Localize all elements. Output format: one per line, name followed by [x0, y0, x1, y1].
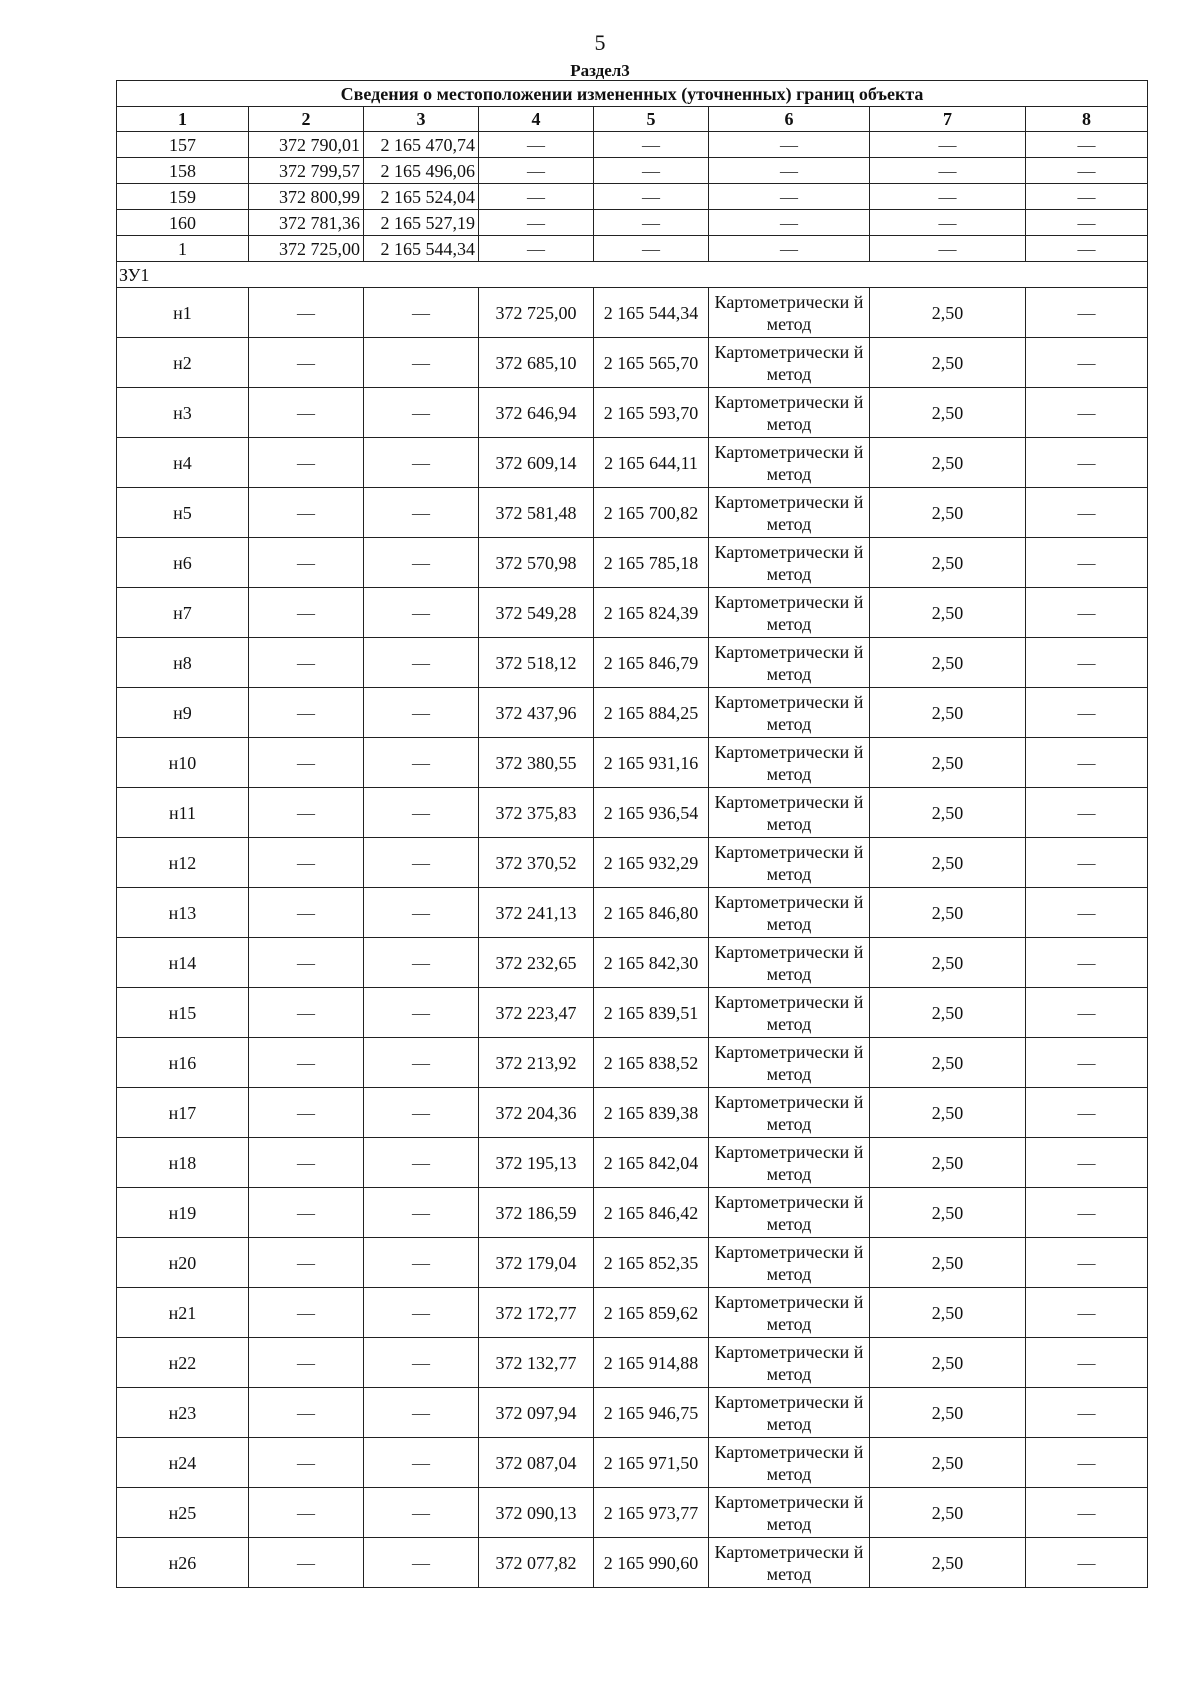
dash-cell: — — [249, 838, 364, 888]
new-x-coordinate: 372 375,83 — [479, 788, 594, 838]
dash-cell: — — [1026, 488, 1148, 538]
table-row — [117, 184, 1148, 210]
dash-cell: — — [364, 1188, 479, 1238]
precision-cell: 2,50 — [870, 538, 1026, 588]
precision-cell: 2,50 — [870, 1438, 1026, 1488]
new-x-coordinate: 372 646,94 — [479, 388, 594, 438]
new-x-coordinate: 372 097,94 — [479, 1388, 594, 1438]
dash-cell: — — [1026, 338, 1148, 388]
new-x-coordinate: 372 609,14 — [479, 438, 594, 488]
table-row — [117, 988, 1148, 1038]
table-row — [117, 1038, 1148, 1088]
new-y-coordinate: 2 165 839,51 — [594, 988, 709, 1038]
point-number: н24 — [117, 1438, 249, 1488]
dash-cell: — — [1026, 236, 1148, 262]
method-cell: Картометрически й метод — [709, 938, 870, 988]
dash-cell: — — [364, 838, 479, 888]
dash-cell: — — [1026, 988, 1148, 1038]
new-x-coordinate: 372 725,00 — [479, 288, 594, 338]
precision-cell: 2,50 — [870, 1488, 1026, 1538]
existing-x-coordinate: 372 781,36 — [249, 210, 364, 236]
dash-cell: — — [709, 132, 870, 158]
dash-cell: — — [479, 158, 594, 184]
point-number: н8 — [117, 638, 249, 688]
method-cell: Картометрически й метод — [709, 588, 870, 638]
new-x-coordinate: 372 087,04 — [479, 1438, 594, 1488]
page-number: 5 — [594, 30, 606, 55]
new-y-coordinate: 2 165 990,60 — [594, 1538, 709, 1588]
column-number-3: 3 — [364, 107, 479, 132]
dash-cell: — — [249, 988, 364, 1038]
precision-cell: 2,50 — [870, 638, 1026, 688]
dash-cell: — — [1026, 288, 1148, 338]
table-row — [117, 288, 1148, 338]
new-y-coordinate: 2 165 914,88 — [594, 1338, 709, 1388]
dash-cell: — — [1026, 538, 1148, 588]
column-number-row — [117, 107, 1148, 132]
group-row — [117, 262, 1148, 288]
new-x-coordinate: 372 437,96 — [479, 688, 594, 738]
dash-cell: — — [709, 236, 870, 262]
dash-cell: — — [1026, 688, 1148, 738]
dash-cell: — — [1026, 158, 1148, 184]
existing-x-coordinate: 372 725,00 — [249, 236, 364, 262]
method-cell: Картометрически й метод — [709, 1288, 870, 1338]
dash-cell: — — [594, 158, 709, 184]
new-x-coordinate: 372 518,12 — [479, 638, 594, 688]
new-x-coordinate: 372 570,98 — [479, 538, 594, 588]
new-y-coordinate: 2 165 932,29 — [594, 838, 709, 888]
dash-cell: — — [364, 488, 479, 538]
dash-cell: — — [364, 788, 479, 838]
existing-y-coordinate: 2 165 496,06 — [364, 158, 479, 184]
table-row — [117, 1288, 1148, 1338]
dash-cell: — — [1026, 1488, 1148, 1538]
dash-cell: — — [709, 184, 870, 210]
dash-cell: — — [364, 688, 479, 738]
table-row — [117, 888, 1148, 938]
table-row — [117, 1488, 1148, 1538]
new-x-coordinate: 372 077,82 — [479, 1538, 594, 1588]
method-cell: Картометрически й метод — [709, 388, 870, 438]
dash-cell: — — [249, 1288, 364, 1338]
point-number: н21 — [117, 1288, 249, 1338]
table-row — [117, 1538, 1148, 1588]
precision-cell: 2,50 — [870, 988, 1026, 1038]
dash-cell: — — [1026, 1138, 1148, 1188]
point-number: н7 — [117, 588, 249, 638]
dash-cell: — — [364, 588, 479, 638]
dash-cell: — — [364, 538, 479, 588]
dash-cell: — — [364, 1538, 479, 1588]
point-number: н3 — [117, 388, 249, 438]
dash-cell: — — [870, 132, 1026, 158]
dash-cell: — — [249, 1038, 364, 1088]
dash-cell: — — [364, 1038, 479, 1088]
point-number: н18 — [117, 1138, 249, 1188]
table-row — [117, 1088, 1148, 1138]
dash-cell: — — [1026, 388, 1148, 438]
point-number: н14 — [117, 938, 249, 988]
point-number: н25 — [117, 1488, 249, 1538]
new-x-coordinate: 372 232,65 — [479, 938, 594, 988]
new-y-coordinate: 2 165 785,18 — [594, 538, 709, 588]
dash-cell: — — [249, 788, 364, 838]
precision-cell: 2,50 — [870, 1138, 1026, 1188]
precision-cell: 2,50 — [870, 738, 1026, 788]
table-row — [117, 158, 1148, 184]
precision-cell: 2,50 — [870, 1538, 1026, 1588]
dash-cell: — — [1026, 1338, 1148, 1388]
dash-cell: — — [364, 338, 479, 388]
point-number: н1 — [117, 288, 249, 338]
dash-cell: — — [1026, 738, 1148, 788]
precision-cell: 2,50 — [870, 888, 1026, 938]
precision-cell: 2,50 — [870, 838, 1026, 888]
column-number-2: 2 — [249, 107, 364, 132]
method-cell: Картометрически й метод — [709, 338, 870, 388]
method-cell: Картометрически й метод — [709, 288, 870, 338]
dash-cell: — — [249, 938, 364, 988]
existing-y-coordinate: 2 165 470,74 — [364, 132, 479, 158]
dash-cell: — — [364, 1138, 479, 1188]
point-number: 159 — [117, 184, 249, 210]
dash-cell: — — [479, 184, 594, 210]
dash-cell: — — [870, 210, 1026, 236]
method-cell: Картометрически й метод — [709, 788, 870, 838]
new-y-coordinate: 2 165 838,52 — [594, 1038, 709, 1088]
dash-cell: — — [1026, 1088, 1148, 1138]
new-y-coordinate: 2 165 846,80 — [594, 888, 709, 938]
method-cell: Картометрически й метод — [709, 1138, 870, 1188]
new-x-coordinate: 372 581,48 — [479, 488, 594, 538]
new-y-coordinate: 2 165 936,54 — [594, 788, 709, 838]
dash-cell: — — [364, 888, 479, 938]
dash-cell: — — [1026, 1188, 1148, 1238]
table-row — [117, 1138, 1148, 1188]
dash-cell: — — [594, 210, 709, 236]
dash-cell: — — [1026, 938, 1148, 988]
new-x-coordinate: 372 179,04 — [479, 1238, 594, 1288]
new-y-coordinate: 2 165 824,39 — [594, 588, 709, 638]
table-row — [117, 588, 1148, 638]
precision-cell: 2,50 — [870, 938, 1026, 988]
point-number: 158 — [117, 158, 249, 184]
dash-cell: — — [249, 488, 364, 538]
dash-cell: — — [870, 158, 1026, 184]
dash-cell: — — [594, 132, 709, 158]
new-y-coordinate: 2 165 842,04 — [594, 1138, 709, 1188]
precision-cell: 2,50 — [870, 1388, 1026, 1438]
dash-cell: — — [1026, 1538, 1148, 1588]
new-y-coordinate: 2 165 946,75 — [594, 1388, 709, 1438]
method-cell: Картометрически й метод — [709, 1538, 870, 1588]
new-y-coordinate: 2 165 700,82 — [594, 488, 709, 538]
new-y-coordinate: 2 165 931,16 — [594, 738, 709, 788]
new-x-coordinate: 372 132,77 — [479, 1338, 594, 1388]
table-row — [117, 488, 1148, 538]
new-x-coordinate: 372 241,13 — [479, 888, 594, 938]
precision-cell: 2,50 — [870, 1338, 1026, 1388]
method-cell: Картометрически й метод — [709, 988, 870, 1038]
table-body — [117, 132, 1148, 1588]
precision-cell: 2,50 — [870, 588, 1026, 638]
new-x-coordinate: 372 090,13 — [479, 1488, 594, 1538]
method-cell: Картометрически й метод — [709, 838, 870, 888]
method-cell: Картометрически й метод — [709, 1338, 870, 1388]
method-cell: Картометрически й метод — [709, 1388, 870, 1438]
table-row — [117, 688, 1148, 738]
table-caption: Сведения о местоположении измененных (уточненных) границ объекта — [117, 81, 1148, 107]
dash-cell: — — [364, 738, 479, 788]
dash-cell: — — [249, 1388, 364, 1438]
dash-cell: — — [249, 538, 364, 588]
dash-cell: — — [709, 158, 870, 184]
method-cell: Картометрически й метод — [709, 538, 870, 588]
existing-y-coordinate: 2 165 544,34 — [364, 236, 479, 262]
point-number: 1 — [117, 236, 249, 262]
method-cell: Картометрически й метод — [709, 438, 870, 488]
new-y-coordinate: 2 165 593,70 — [594, 388, 709, 438]
existing-x-coordinate: 372 800,99 — [249, 184, 364, 210]
dash-cell: — — [249, 338, 364, 388]
dash-cell: — — [364, 438, 479, 488]
table-row — [117, 1388, 1148, 1438]
new-y-coordinate: 2 165 842,30 — [594, 938, 709, 988]
dash-cell: — — [249, 388, 364, 438]
new-y-coordinate: 2 165 973,77 — [594, 1488, 709, 1538]
table-row — [117, 738, 1148, 788]
precision-cell: 2,50 — [870, 438, 1026, 488]
table-row — [117, 338, 1148, 388]
dash-cell: — — [364, 638, 479, 688]
table-row — [117, 132, 1148, 158]
method-cell: Картометрически й метод — [709, 888, 870, 938]
table-row — [117, 236, 1148, 262]
precision-cell: 2,50 — [870, 1038, 1026, 1088]
dash-cell: — — [1026, 1438, 1148, 1488]
dash-cell: — — [1026, 438, 1148, 488]
table-row — [117, 1438, 1148, 1488]
dash-cell: — — [249, 1238, 364, 1288]
dash-cell: — — [1026, 1388, 1148, 1438]
dash-cell: — — [364, 988, 479, 1038]
dash-cell: — — [479, 132, 594, 158]
table-row — [117, 838, 1148, 888]
point-number: 157 — [117, 132, 249, 158]
boundary-coordinates-table — [116, 80, 1148, 1588]
table-row — [117, 938, 1148, 988]
dash-cell: — — [249, 438, 364, 488]
method-cell: Картометрически й метод — [709, 738, 870, 788]
point-number: н19 — [117, 1188, 249, 1238]
point-number: н13 — [117, 888, 249, 938]
dash-cell: — — [364, 1288, 479, 1338]
point-number: н23 — [117, 1388, 249, 1438]
column-number-7: 7 — [870, 107, 1026, 132]
dash-cell: — — [249, 888, 364, 938]
precision-cell: 2,50 — [870, 388, 1026, 438]
precision-cell: 2,50 — [870, 1288, 1026, 1338]
method-cell: Картометрически й метод — [709, 1438, 870, 1488]
dash-cell: — — [1026, 788, 1148, 838]
dash-cell: — — [870, 184, 1026, 210]
dash-cell: — — [1026, 210, 1148, 236]
method-cell: Картометрически й метод — [709, 688, 870, 738]
point-number: н20 — [117, 1238, 249, 1288]
new-y-coordinate: 2 165 839,38 — [594, 1088, 709, 1138]
dash-cell: — — [1026, 1238, 1148, 1288]
new-y-coordinate: 2 165 846,79 — [594, 638, 709, 688]
point-number: н15 — [117, 988, 249, 1038]
dash-cell: — — [1026, 1038, 1148, 1088]
column-number-4: 4 — [479, 107, 594, 132]
point-number: 160 — [117, 210, 249, 236]
existing-y-coordinate: 2 165 524,04 — [364, 184, 479, 210]
column-number-1: 1 — [117, 107, 249, 132]
new-y-coordinate: 2 165 846,42 — [594, 1188, 709, 1238]
dash-cell: — — [364, 1088, 479, 1138]
dash-cell: — — [709, 210, 870, 236]
method-cell: Картометрически й метод — [709, 638, 870, 688]
table-row — [117, 1338, 1148, 1388]
dash-cell: — — [249, 288, 364, 338]
existing-y-coordinate: 2 165 527,19 — [364, 210, 479, 236]
point-number: н10 — [117, 738, 249, 788]
existing-x-coordinate: 372 790,01 — [249, 132, 364, 158]
point-number: н26 — [117, 1538, 249, 1588]
dash-cell: — — [249, 738, 364, 788]
new-y-coordinate: 2 165 884,25 — [594, 688, 709, 738]
new-x-coordinate: 372 172,77 — [479, 1288, 594, 1338]
new-y-coordinate: 2 165 644,11 — [594, 438, 709, 488]
dash-cell: — — [1026, 1288, 1148, 1338]
dash-cell: — — [249, 1438, 364, 1488]
table-row — [117, 388, 1148, 438]
dash-cell: — — [364, 1338, 479, 1388]
dash-cell: — — [364, 1238, 479, 1288]
new-x-coordinate: 372 380,55 — [479, 738, 594, 788]
new-x-coordinate: 372 213,92 — [479, 1038, 594, 1088]
dash-cell: — — [479, 236, 594, 262]
existing-x-coordinate: 372 799,57 — [249, 158, 364, 184]
new-y-coordinate: 2 165 565,70 — [594, 338, 709, 388]
table-row — [117, 538, 1148, 588]
dash-cell: — — [1026, 132, 1148, 158]
new-y-coordinate: 2 165 971,50 — [594, 1438, 709, 1488]
dash-cell: — — [364, 1488, 479, 1538]
point-number: н16 — [117, 1038, 249, 1088]
method-cell: Картометрически й метод — [709, 1488, 870, 1538]
point-number: н4 — [117, 438, 249, 488]
new-y-coordinate: 2 165 544,34 — [594, 288, 709, 338]
dash-cell: — — [249, 1338, 364, 1388]
dash-cell: — — [364, 388, 479, 438]
point-number: н12 — [117, 838, 249, 888]
method-cell: Картометрически й метод — [709, 1088, 870, 1138]
method-cell: Картометрически й метод — [709, 1238, 870, 1288]
table-row — [117, 638, 1148, 688]
precision-cell: 2,50 — [870, 688, 1026, 738]
dash-cell: — — [1026, 588, 1148, 638]
method-cell: Картометрически й метод — [709, 1188, 870, 1238]
precision-cell: 2,50 — [870, 788, 1026, 838]
point-number: н17 — [117, 1088, 249, 1138]
new-x-coordinate: 372 223,47 — [479, 988, 594, 1038]
dash-cell: — — [249, 688, 364, 738]
table-row — [117, 1238, 1148, 1288]
dash-cell: — — [594, 184, 709, 210]
dash-cell: — — [1026, 888, 1148, 938]
new-x-coordinate: 372 370,52 — [479, 838, 594, 888]
point-number: н6 — [117, 538, 249, 588]
point-number: н2 — [117, 338, 249, 388]
precision-cell: 2,50 — [870, 1088, 1026, 1138]
table-row — [117, 438, 1148, 488]
group-label: ЗУ1 — [117, 262, 1148, 288]
dash-cell: — — [1026, 638, 1148, 688]
dash-cell: — — [249, 1188, 364, 1238]
dash-cell: — — [249, 588, 364, 638]
section-title: Раздел3 — [570, 61, 630, 80]
precision-cell: 2,50 — [870, 488, 1026, 538]
dash-cell: — — [249, 1088, 364, 1138]
method-cell: Картометрически й метод — [709, 488, 870, 538]
dash-cell: — — [479, 210, 594, 236]
dash-cell: — — [249, 1488, 364, 1538]
dash-cell: — — [870, 236, 1026, 262]
table-row — [117, 210, 1148, 236]
new-y-coordinate: 2 165 852,35 — [594, 1238, 709, 1288]
precision-cell: 2,50 — [870, 1188, 1026, 1238]
dash-cell: — — [1026, 184, 1148, 210]
dash-cell: — — [594, 236, 709, 262]
new-x-coordinate: 372 549,28 — [479, 588, 594, 638]
dash-cell: — — [249, 1538, 364, 1588]
column-number-8: 8 — [1026, 107, 1148, 132]
method-cell: Картометрически й метод — [709, 1038, 870, 1088]
dash-cell: — — [364, 938, 479, 988]
new-x-coordinate: 372 685,10 — [479, 338, 594, 388]
new-x-coordinate: 372 195,13 — [479, 1138, 594, 1188]
dash-cell: — — [364, 1438, 479, 1488]
point-number: н5 — [117, 488, 249, 538]
column-number-5: 5 — [594, 107, 709, 132]
point-number: н22 — [117, 1338, 249, 1388]
dash-cell: — — [249, 1138, 364, 1188]
dash-cell: — — [1026, 838, 1148, 888]
dash-cell: — — [364, 1388, 479, 1438]
point-number: н9 — [117, 688, 249, 738]
precision-cell: 2,50 — [870, 288, 1026, 338]
new-y-coordinate: 2 165 859,62 — [594, 1288, 709, 1338]
point-number: н11 — [117, 788, 249, 838]
dash-cell: — — [249, 638, 364, 688]
new-x-coordinate: 372 186,59 — [479, 1188, 594, 1238]
precision-cell: 2,50 — [870, 1238, 1026, 1288]
dash-cell: — — [364, 288, 479, 338]
precision-cell: 2,50 — [870, 338, 1026, 388]
new-x-coordinate: 372 204,36 — [479, 1088, 594, 1138]
table-row — [117, 1188, 1148, 1238]
table-row — [117, 788, 1148, 838]
column-number-6: 6 — [709, 107, 870, 132]
